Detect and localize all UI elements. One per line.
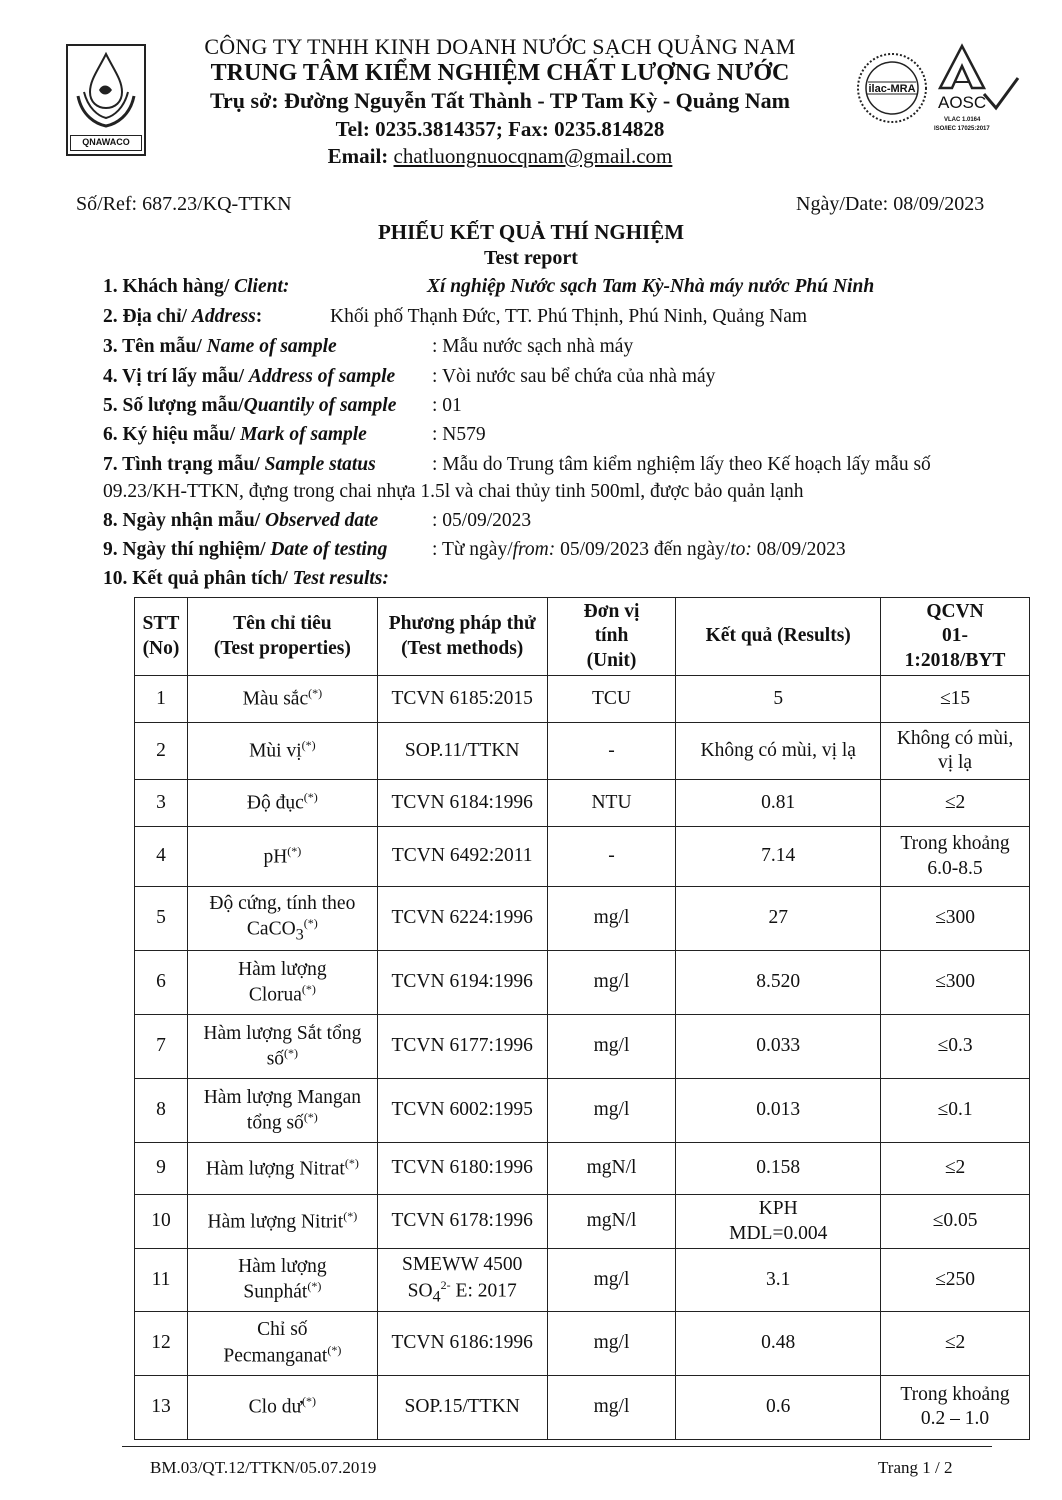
cell-limit: ≤2 xyxy=(881,1311,1030,1375)
cell-unit: mgN/l xyxy=(547,1195,676,1249)
cell-no: 8 xyxy=(135,1079,188,1143)
cell-limit: ≤0.1 xyxy=(881,1079,1030,1143)
cell-limit: ≤2 xyxy=(881,1143,1030,1195)
cell-method: TCVN 6224:1996 xyxy=(377,887,547,951)
table-row xyxy=(135,1311,1030,1375)
cell-limit: Trong khoảng 6.0-8.5 xyxy=(881,827,1030,887)
cell-no: 7 xyxy=(135,1015,188,1079)
sample-name-value: : Mẫu nước sạch nhà máy xyxy=(432,336,634,357)
cell-property: Clo dư(*) xyxy=(187,1375,377,1439)
cell-no: 9 xyxy=(135,1143,188,1195)
cell-property: Màu sắc(*) xyxy=(187,676,377,723)
cell-method: TCVN 6178:1996 xyxy=(377,1195,547,1249)
col-property: Tên chỉ tiêu (Test properties) xyxy=(187,598,377,676)
cell-limit: ≤15 xyxy=(881,676,1030,723)
cell-property: Hàm lượng Mangan tổng số(*) xyxy=(187,1079,377,1143)
cell-limit: ≤300 xyxy=(881,887,1030,951)
quantity-label: 5. Số lượng mẫu/Quantily of sample xyxy=(103,395,397,416)
cell-limit: ≤250 xyxy=(881,1248,1030,1311)
report-subtitle: Test report xyxy=(484,247,578,269)
cell-no: 13 xyxy=(135,1375,188,1439)
cell-limit: ≤2 xyxy=(881,780,1030,827)
cell-result: 8.520 xyxy=(676,951,881,1015)
cell-method: TCVN 6185:2015 xyxy=(377,676,547,723)
cell-unit: TCU xyxy=(547,676,676,723)
page-number: Trang 1 / 2 xyxy=(878,1458,953,1477)
reference-number: Số/Ref: 687.23/KQ-TTKN xyxy=(76,193,292,215)
testing-date-value: : Từ ngày/from: 05/09/2023 đến ngày/to: 08/09/2023 xyxy=(432,539,846,560)
table-row xyxy=(135,780,1030,827)
email-line xyxy=(150,144,850,169)
cell-unit: - xyxy=(547,827,676,887)
cell-limit: Trong khoảng 0.2 – 1.0 xyxy=(881,1375,1030,1439)
cell-method: TCVN 6184:1996 xyxy=(377,780,547,827)
cell-result: 0.013 xyxy=(676,1079,881,1143)
cell-property: Mùi vị(*) xyxy=(187,723,377,780)
table-row xyxy=(135,676,1030,723)
mark-label: 6. Ký hiệu mẫu/ Mark of sample xyxy=(103,424,367,445)
phone-fax: Tel: 0235.3814357; Fax: 0235.814828 xyxy=(335,117,665,141)
col-method: Phương pháp thử (Test methods) xyxy=(377,598,547,676)
report-date: Ngày/Date: 08/09/2023 xyxy=(796,193,985,215)
center-name: TRUNG TÂM KIỂM NGHIỆM CHẤT LƯỢNG NƯỚC xyxy=(210,60,790,86)
col-stt: STT (No) xyxy=(135,598,188,676)
cell-property: Hàm lượng Nitrit(*) xyxy=(187,1195,377,1249)
aosc-logo xyxy=(932,42,1022,138)
results-body xyxy=(135,676,1030,1440)
cell-no: 12 xyxy=(135,1311,188,1375)
cell-property: Độ cứng, tính theo CaCO$_3$(*) xyxy=(187,887,377,951)
cell-unit: NTU xyxy=(547,780,676,827)
cell-method: TCVN 6194:1996 xyxy=(377,951,547,1015)
status-label: 7. Tình trạng mẫu/ Sample status xyxy=(103,454,376,475)
ilac-text: ilac-MRA xyxy=(868,83,916,95)
cell-method: SOP.11/TTKN xyxy=(377,723,547,780)
cell-no: 5 xyxy=(135,887,188,951)
mark-value: : N579 xyxy=(432,424,486,445)
cell-unit: - xyxy=(547,723,676,780)
cell-result: 27 xyxy=(676,887,881,951)
cell-no: 1 xyxy=(135,676,188,723)
cell-property: Hàm lượng Nitrat(*) xyxy=(187,1143,377,1195)
cell-unit: mg/l xyxy=(547,951,676,1015)
cell-result: 3.1 xyxy=(676,1248,881,1311)
cell-method: TCVN 6002:1995 xyxy=(377,1079,547,1143)
received-value: : 05/09/2023 xyxy=(432,510,532,531)
cell-result: 0.6 xyxy=(676,1375,881,1439)
table-row xyxy=(135,1143,1030,1195)
address-value: Khối phố Thạnh Đức, TT. Phú Thịnh, Phú Ninh, Quảng Nam xyxy=(330,306,808,327)
cell-limit: ≤300 xyxy=(881,951,1030,1015)
location-label: 4. Vị trí lấy mẫu/ Address of sample xyxy=(103,366,396,387)
form-code: BM.03/QT.12/TTKN/05.07.2019 xyxy=(150,1458,377,1477)
cell-method: TCVN 6186:1996 xyxy=(377,1311,547,1375)
footer-divider xyxy=(122,1446,992,1447)
testing-date-label: 9. Ngày thí nghiệm/ Date of testing xyxy=(103,539,388,560)
aosc-sub1: VLAC 1.0164 xyxy=(944,117,981,123)
cell-unit: mg/l xyxy=(547,1311,676,1375)
water-drop-icon xyxy=(68,46,144,136)
table-row xyxy=(135,1195,1030,1249)
cell-property: Hàm lượng Clorua(*) xyxy=(187,951,377,1015)
cell-limit: ≤0.3 xyxy=(881,1015,1030,1079)
table-row xyxy=(135,887,1030,951)
cell-result: Không có mùi, vị lạ xyxy=(676,723,881,780)
email-link[interactable]: chatluongnuocqnam@gmail.com xyxy=(393,144,673,168)
cell-method: TCVN 6180:1996 xyxy=(377,1143,547,1195)
logo-caption: QNAWACO xyxy=(70,135,142,151)
col-result: Kết quả (Results) xyxy=(676,598,881,676)
cell-limit: Không có mùi, vị lạ xyxy=(881,723,1030,780)
table-header-row xyxy=(135,598,1030,676)
cell-result: 0.48 xyxy=(676,1311,881,1375)
cell-result: 5 xyxy=(676,676,881,723)
col-qcvn: QCVN 01- 1:2018/BYT xyxy=(881,598,1030,676)
cell-result: 0.158 xyxy=(676,1143,881,1195)
cell-method: TCVN 6177:1996 xyxy=(377,1015,547,1079)
email-label: Email: xyxy=(327,144,389,168)
cell-unit: mg/l xyxy=(547,1248,676,1311)
received-label: 8. Ngày nhận mẫu/ Observed date xyxy=(103,510,379,531)
cell-result: 0.033 xyxy=(676,1015,881,1079)
col-unit: Đơn vị tính (Unit) xyxy=(547,598,676,676)
company-name: CÔNG TY TNHH KINH DOANH NƯỚC SẠCH QUẢNG NAM xyxy=(204,34,796,59)
company-logo xyxy=(66,44,146,156)
cell-no: 3 xyxy=(135,780,188,827)
cell-no: 10 xyxy=(135,1195,188,1249)
sample-name-label: 3. Tên mẫu/ Name of sample xyxy=(103,336,337,357)
table-row xyxy=(135,723,1030,780)
cell-property: Hàm lượng Sunphát(*) xyxy=(187,1248,377,1311)
cell-no: 2 xyxy=(135,723,188,780)
cell-unit: mg/l xyxy=(547,887,676,951)
table-row xyxy=(135,1015,1030,1079)
cell-method: SMEWW 4500 $SO_4^{2-}$ E: 2017 xyxy=(377,1248,547,1311)
cell-property: pH(*) xyxy=(187,827,377,887)
status-value-continued: 09.23/KH-TTKN, đựng trong chai nhựa 1.5l và chai thủy tinh 500ml, được bảo quản lạnh xyxy=(103,481,804,502)
client-label: 1. Khách hàng/ Client: xyxy=(103,276,290,297)
table-row xyxy=(135,1375,1030,1439)
cell-result: 7.14 xyxy=(676,827,881,887)
cell-property: Hàm lượng Sắt tổng số(*) xyxy=(187,1015,377,1079)
quantity-value: : 01 xyxy=(432,395,462,416)
cell-limit: ≤0.05 xyxy=(881,1195,1030,1249)
cell-no: 6 xyxy=(135,951,188,1015)
cell-method: SOP.15/TTKN xyxy=(377,1375,547,1439)
status-value: : Mẫu do Trung tâm kiểm nghiệm lấy theo Kế hoạch lấy mẫu số xyxy=(432,454,931,475)
address-label: 2. Địa chỉ/ Address: xyxy=(103,306,263,327)
table-row xyxy=(135,1248,1030,1311)
head-office-address: Trụ sở: Đường Nguyễn Tất Thành - TP Tam Kỳ - Quảng Nam xyxy=(210,88,790,113)
cell-method: TCVN 6492:2011 xyxy=(377,827,547,887)
report-title: PHIẾU KẾT QUẢ THÍ NGHIỆM xyxy=(377,220,685,244)
cell-unit: mg/l xyxy=(547,1079,676,1143)
client-value: Xí nghiệp Nước sạch Tam Kỳ-Nhà máy nước Phú Ninh xyxy=(427,276,875,297)
cell-result: KPH MDL=0.004 xyxy=(676,1195,881,1249)
cell-property: Độ đục(*) xyxy=(187,780,377,827)
results-table xyxy=(134,597,1030,1440)
table-row xyxy=(135,1079,1030,1143)
cell-unit: mgN/l xyxy=(547,1143,676,1195)
location-value: : Vòi nước sau bể chứa của nhà máy xyxy=(432,366,716,387)
results-label: 10. Kết quả phân tích/ Test results: xyxy=(103,568,389,589)
table-row xyxy=(135,951,1030,1015)
cell-result: 0.81 xyxy=(676,780,881,827)
cell-no: 4 xyxy=(135,827,188,887)
cell-unit: mg/l xyxy=(547,1015,676,1079)
table-row xyxy=(135,827,1030,887)
aosc-sub2: ISO/IEC 17025:2017 xyxy=(934,126,990,132)
cell-unit: mg/l xyxy=(547,1375,676,1439)
cell-no: 11 xyxy=(135,1248,188,1311)
ilac-mra-logo xyxy=(852,48,932,128)
aosc-text: AOSC xyxy=(938,93,987,112)
cell-property: Chỉ số Pecmanganat(*) xyxy=(187,1311,377,1375)
